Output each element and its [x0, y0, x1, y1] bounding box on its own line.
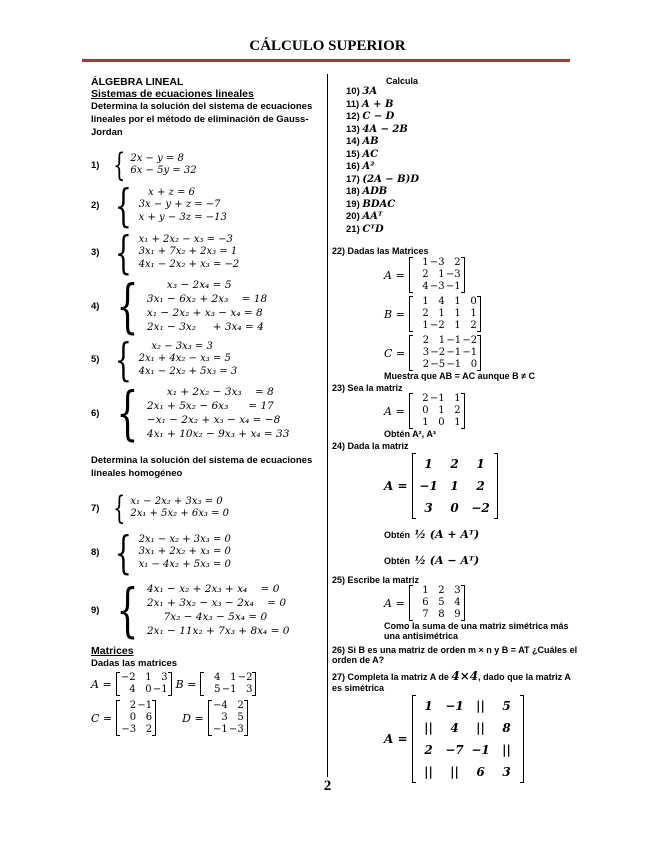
- problem-number: 11): [346, 98, 362, 110]
- operation-item-14: [346, 136, 582, 149]
- p24-get2-label: Obtén: [384, 556, 410, 566]
- p23-title: 23) Sea la matriz: [332, 383, 403, 393]
- matrix-row: [413, 609, 461, 621]
- equation: x₃ − 2x₄ = 5: [146, 279, 232, 291]
- instruction-2: Determina la solución del sistema de ecuaciones lineales homogéneo: [91, 455, 313, 479]
- problem-number: 9): [91, 604, 100, 616]
- matrix-cell: −1: [212, 724, 228, 735]
- matrix-cell: 1: [422, 296, 429, 307]
- system-1: [91, 146, 319, 184]
- system-3: [91, 226, 319, 279]
- matrix-cell: 2: [476, 479, 485, 493]
- operation-expr: ADB: [362, 186, 388, 197]
- matrix-cell: −1: [419, 479, 438, 493]
- brace-icon: {: [114, 526, 132, 579]
- systems-list: [91, 146, 319, 447]
- matrix-cell: −1: [445, 699, 464, 713]
- system-2: [91, 179, 319, 232]
- matrix-cell: 8: [438, 609, 445, 620]
- problem-number: 20): [346, 211, 363, 222]
- matrix-cell: −3: [429, 281, 445, 292]
- problem-number: 7): [91, 502, 100, 514]
- matrix-row: [413, 257, 461, 269]
- p27-a-label: A =: [384, 732, 408, 746]
- equation: 3x₁ − 6x₂ + 2x₃ = 18: [146, 293, 268, 305]
- matrix-cell: −4: [212, 700, 228, 711]
- equation: x₁ − 2x₂ + x₃ − x₄ = 8: [146, 307, 263, 319]
- brace-icon: {: [114, 226, 132, 279]
- equation: 3x₁ + 2x₂ + x₃ = 0: [138, 546, 231, 558]
- matrix-row: [413, 320, 477, 332]
- equation: x₁ − 4x₂ + 5x₃ = 0: [138, 558, 231, 570]
- matrix-cell: 1: [422, 585, 429, 596]
- matrix-cell: 2: [145, 724, 153, 735]
- matrix-cell: 2: [422, 269, 429, 280]
- brace-icon: {: [116, 379, 139, 447]
- matrix-cell: −2: [471, 501, 490, 515]
- operation-expr: C − D: [362, 111, 395, 122]
- equation: x₂ − 3x₃ = 3: [138, 340, 213, 352]
- matrix-cell: 2: [422, 393, 429, 404]
- p23-a-label: A =: [384, 404, 405, 418]
- matrix-cell: −7: [445, 743, 464, 757]
- matrix-b-label: B =: [175, 677, 197, 691]
- matrix-row: [416, 497, 494, 519]
- p26-text: 26) Si B es una matriz de orden m × n y B = AT ¿Cuáles el orden de A?: [332, 645, 578, 665]
- operation-item-20: [346, 211, 582, 224]
- matrix-cell: ||: [424, 765, 433, 779]
- matrix-row: [120, 672, 168, 684]
- equation: 2x₁ − 11x₂ + 7x₃ + 8x₄ = 0: [146, 625, 290, 637]
- problem-number: 21): [346, 223, 363, 235]
- matrix-cell: −3: [228, 724, 244, 735]
- problem-number: 14): [346, 136, 363, 147]
- matrix-cell: ||: [476, 699, 485, 713]
- matrix-cell: 1: [424, 457, 433, 471]
- problem-number: 1): [91, 159, 100, 171]
- matrix-row: [204, 684, 252, 696]
- p22-a-label: A =: [384, 268, 405, 282]
- homogeneous-list: [91, 489, 319, 644]
- matrix-cell: 3: [422, 347, 430, 358]
- p27-size: 4×4: [451, 669, 479, 683]
- p24-title: 24) Dada la matriz: [332, 441, 409, 451]
- operation-item-17: [346, 174, 582, 187]
- p22-c-label: C =: [384, 346, 406, 360]
- matrix-row: [120, 700, 152, 712]
- problem-number: 17): [346, 173, 363, 185]
- matrix-cell: ||: [476, 721, 485, 735]
- operation-item-11: [346, 99, 582, 112]
- matrix-row: [204, 672, 252, 684]
- matrix-cell: −1: [471, 743, 490, 757]
- equation: 4x₁ − 2x₂ + x₃ = −2: [138, 258, 240, 270]
- matrix-cell: −1: [446, 335, 462, 346]
- operation-expr: AB: [362, 136, 379, 147]
- matrix-cell: 5: [237, 712, 244, 723]
- equation: 2x₁ − x₂ + 3x₃ = 0: [138, 533, 231, 545]
- matrix-cell: 4: [214, 672, 221, 683]
- problem-number: 4): [91, 300, 100, 312]
- matrix-cell: 1: [454, 393, 461, 404]
- p24-get2-expr: ½ (A − Aᵀ): [414, 554, 480, 567]
- matrix-cell: 7: [422, 609, 429, 620]
- matrix-cell: 1: [438, 269, 445, 280]
- brace-icon: {: [114, 179, 132, 232]
- matrix-cell: 1: [470, 308, 477, 319]
- matrix-cell: 2: [454, 257, 461, 268]
- matrices-row-ab: [91, 672, 319, 696]
- matrix-row: [212, 700, 244, 712]
- operation-expr: (2A − B)D: [362, 173, 420, 185]
- homog-system-2: [91, 526, 319, 579]
- matrix-cell: 1: [438, 405, 445, 416]
- matrix-cell: 1: [454, 296, 461, 307]
- matrix-row: [413, 393, 461, 405]
- matrix-cell: 1: [476, 457, 485, 471]
- matrix-d: [208, 700, 248, 736]
- brace-icon: {: [116, 272, 139, 340]
- matrix-cell: −1: [152, 684, 168, 695]
- matrix-cell: 3: [246, 684, 253, 695]
- problem-number: 19): [346, 198, 363, 210]
- matrix-row: [416, 475, 494, 497]
- matrix-cell: 1: [454, 308, 461, 319]
- problem-number: 2): [91, 200, 100, 211]
- p25-block: [332, 585, 582, 641]
- p23-block: [332, 393, 582, 439]
- matrix-cell: −1: [137, 700, 153, 711]
- brace-icon: {: [113, 146, 126, 184]
- matrix-cell: 2: [422, 335, 430, 346]
- p25-matrix-a: [409, 585, 465, 621]
- p24-block: [332, 453, 582, 569]
- matrix-cell: −3: [445, 269, 461, 280]
- matrix-cell: 5: [438, 597, 445, 608]
- left-column: [91, 76, 319, 736]
- operation-expr: A²: [362, 161, 375, 172]
- operation-expr: CᵀD: [362, 223, 384, 235]
- matrix-cell: 3: [424, 501, 433, 515]
- operation-expr: BDAC: [362, 198, 396, 210]
- matrix-cell: −2: [462, 335, 478, 346]
- operation-expr: AAᵀ: [362, 211, 383, 222]
- matrix-d-label: D =: [182, 711, 204, 725]
- matrix-row: [120, 684, 168, 696]
- matrix-cell: −2: [430, 320, 445, 331]
- operation-item-12: [346, 111, 582, 124]
- matrix-cell: 6: [422, 597, 429, 608]
- problem-number: 16): [346, 161, 363, 172]
- matrix-cell: −1: [446, 359, 462, 370]
- matrix-cell: 4: [422, 281, 429, 292]
- equation: 2x₁ + 4x₂ − x₃ = 5: [138, 353, 231, 365]
- equation: x + y − 3z = −13: [138, 211, 227, 223]
- matrix-row: [212, 712, 244, 724]
- matrix-cell: 2: [438, 585, 445, 596]
- matrix-cell: 3: [221, 712, 228, 723]
- matrix-cell: 1: [422, 417, 429, 428]
- matrix-cell: −1: [221, 684, 237, 695]
- matrix-row: [413, 597, 461, 609]
- matrix-cell: 1: [145, 672, 152, 683]
- matrix-row: [416, 739, 520, 761]
- p22-b-label: B =: [384, 307, 405, 321]
- equation: 2x₁ + 5x₂ + 6x₃ = 0: [130, 508, 229, 519]
- homog-system-1: [91, 489, 319, 527]
- equation: 4x₁ + 10x₂ − 9x₃ + x₄ = 33: [146, 428, 290, 440]
- p25-title: 25) Escribe la matriz: [332, 575, 420, 585]
- brace-icon: {: [113, 489, 126, 527]
- section-title: ÁLGEBRA LINEAL: [91, 76, 184, 88]
- matrix-cell: 2: [424, 743, 433, 757]
- p24-get1: [384, 525, 582, 543]
- matrix-cell: −1: [429, 393, 445, 404]
- matrix-cell: 0: [129, 712, 137, 723]
- problem-number: 5): [91, 354, 100, 365]
- equation: 2x₁ + 5x₂ − 6x₃ = 17: [146, 400, 274, 412]
- p22-matrix-a: [409, 257, 465, 293]
- problem-number: 15): [346, 148, 363, 160]
- matrix-cell: 1: [454, 320, 461, 331]
- instruction-1: Determina la solución del sistema de ecuaciones lineales por el método de eliminación de Gauss-Jordan: [91, 101, 313, 138]
- equation: 7x₂ − 4x₃ − 5x₄ = 0: [146, 611, 268, 623]
- problem-number: 10): [346, 86, 363, 97]
- p25-text: Como la suma de una matriz simétrica más una antisimétrica: [384, 621, 569, 641]
- p22-show: Muestra que AB = AC aunque B ≠ C: [384, 371, 536, 381]
- p24-get2: [384, 551, 582, 569]
- matrix-cell: 4: [450, 721, 459, 735]
- equation: 2x₁ + 3x₂ − x₃ − 2x₄ = 0: [146, 597, 287, 609]
- p24-get1-expr: ½ (A + Aᵀ): [414, 528, 480, 541]
- matrix-cell: 2: [422, 359, 430, 370]
- matrix-row: [120, 712, 152, 724]
- p22-title: 22) Dadas las Matrices: [332, 246, 429, 256]
- matrix-cell: 3: [161, 672, 168, 683]
- p24-a-label: A =: [384, 479, 408, 493]
- matrix-cell: 1: [454, 417, 461, 428]
- homog-system-3: [91, 576, 319, 644]
- matrix-b: [200, 672, 256, 696]
- matrix-cell: 1: [422, 257, 429, 268]
- subsection-title: Sistemas de ecuaciones lineales: [91, 88, 254, 100]
- matrix-cell: 1: [438, 308, 445, 319]
- operation-expr: A + B: [361, 98, 394, 110]
- matrix-cell: 2: [470, 320, 477, 331]
- matrix-row: [413, 335, 477, 347]
- matrix-row: [413, 347, 477, 359]
- column-divider: [327, 74, 328, 777]
- matrix-cell: 3: [502, 765, 511, 779]
- p27-matrix-a: [412, 695, 524, 783]
- matrices-row-cd: [91, 700, 319, 736]
- matrix-row: [413, 359, 477, 371]
- operation-item-19: [346, 199, 582, 212]
- equation: 3x − y + z = −7: [138, 199, 221, 211]
- p25-a-label: A =: [384, 596, 405, 610]
- equation: 3x₁ + 7x₂ + 2x₃ = 1: [138, 246, 238, 258]
- matrix-row: [416, 453, 494, 475]
- matrix-cell: 6: [145, 712, 153, 723]
- operation-item-10: [346, 86, 582, 99]
- matrix-a-label: A =: [91, 677, 112, 691]
- matrix-cell: 6: [476, 765, 485, 779]
- matrix-cell: 4: [129, 684, 136, 695]
- right-column: [332, 76, 582, 783]
- matrix-cell: 5: [214, 684, 221, 695]
- matrix-row: [212, 724, 244, 736]
- matrix-cell: 1: [422, 320, 429, 331]
- matrix-cell: −5: [430, 359, 446, 370]
- equation: x₁ + 2x₂ − x₃ = −3: [138, 233, 233, 245]
- matrix-cell: 4: [454, 597, 461, 608]
- matrix-cell: 0: [145, 684, 152, 695]
- p24-get1-label: Obtén: [384, 530, 410, 540]
- operation-item-16: [346, 161, 582, 174]
- p22-matrices: [332, 257, 582, 381]
- matrix-row: [413, 281, 461, 293]
- matrix-c: [116, 700, 156, 736]
- matrix-row: [413, 417, 461, 429]
- operations-list: [332, 86, 582, 236]
- matrix-cell: 9: [454, 609, 461, 620]
- matrix-cell: 0: [422, 405, 429, 416]
- equation: 2x − y = 8: [130, 152, 184, 164]
- operation-item-18: [346, 186, 582, 199]
- operation-expr: 3A: [362, 86, 378, 97]
- matrix-cell: 2: [237, 700, 244, 711]
- equation: x₁ + 2x₂ − 3x₃ = 8: [146, 386, 274, 398]
- operation-item-21: [346, 224, 582, 237]
- matrix-row: [413, 405, 461, 417]
- p22-matrix-c: [409, 335, 481, 371]
- equation: x₁ − 2x₂ + 3x₃ = 0: [130, 495, 223, 507]
- brace-icon: {: [116, 576, 139, 644]
- matrix-cell: 1: [424, 699, 433, 713]
- p23-get: Obtén A², A³: [384, 429, 436, 439]
- matrix-cell: −2: [237, 672, 253, 683]
- matrix-cell: −3: [429, 257, 445, 268]
- equation: −x₁ − 2x₂ + x₃ − x₄ = −8: [146, 414, 281, 426]
- operation-item-13: [346, 124, 582, 137]
- p23-matrix-a: [409, 393, 465, 429]
- p27-block: [332, 695, 582, 783]
- matrix-c-label: C =: [91, 711, 113, 725]
- matrix-cell: 4: [438, 296, 445, 307]
- p27-text-a: 27) Completa la matriz A de: [332, 672, 449, 682]
- problem-number: 12): [346, 111, 363, 122]
- system-6: [91, 379, 319, 447]
- equation: 2x₁ − 3x₂ + 3x₄ = 4: [146, 321, 264, 333]
- matrices-title: Matrices: [91, 645, 134, 657]
- matrices-intro: Dadas las matrices: [91, 658, 178, 669]
- operation-expr: AC: [362, 148, 379, 160]
- calcula-label: Calcula: [386, 76, 419, 86]
- matrix-cell: −1: [445, 281, 461, 292]
- equation: 4x₁ − x₂ + 2x₃ + x₄ = 0: [146, 583, 280, 595]
- matrix-row: [413, 296, 477, 308]
- problem-number: 8): [91, 547, 100, 558]
- matrix-cell: 0: [470, 296, 477, 307]
- matrix-cell: 0: [438, 417, 445, 428]
- matrix-cell: 1: [230, 672, 237, 683]
- problem-number: 3): [91, 247, 100, 258]
- matrix-cell: ||: [424, 721, 433, 735]
- p22-matrix-b: [409, 296, 481, 332]
- matrix-cell: −1: [462, 347, 478, 358]
- matrix-cell: 1: [438, 335, 446, 346]
- page-header: CÁLCULO SUPERIOR: [249, 38, 406, 54]
- p27-text-b: , dado que la matriz A es simétrica: [332, 672, 571, 693]
- page-number: 2: [323, 778, 332, 794]
- matrix-cell: 0: [470, 359, 478, 370]
- header-rule: [82, 59, 570, 62]
- p24-matrix-a: [412, 453, 498, 519]
- matrix-row: [413, 585, 461, 597]
- equation: 6x − 5y = 32: [130, 165, 197, 176]
- matrix-cell: 3: [454, 585, 461, 596]
- brace-icon: {: [114, 333, 132, 386]
- equation: x + z = 6: [138, 186, 195, 198]
- matrix-cell: −2: [120, 672, 136, 683]
- operation-item-15: [346, 149, 582, 162]
- problem-number: 18): [346, 186, 363, 197]
- matrix-cell: ||: [502, 743, 511, 757]
- equation: 4x₁ − 2x₂ + 5x₃ = 3: [138, 365, 238, 377]
- matrix-cell: −3: [121, 724, 137, 735]
- system-5: [91, 333, 319, 386]
- matrix-cell: −2: [430, 347, 446, 358]
- matrix-cell: 2: [129, 700, 137, 711]
- matrix-cell: 0: [450, 501, 459, 515]
- matrix-row: [413, 308, 477, 320]
- matrix-cell: 2: [450, 457, 459, 471]
- matrix-cell: ||: [450, 765, 459, 779]
- matrix-cell: 5: [502, 699, 511, 713]
- matrix-cell: 8: [502, 721, 511, 735]
- matrix-cell: −1: [446, 347, 462, 358]
- system-4: [91, 272, 319, 340]
- operation-expr: 4A − 2B: [362, 123, 408, 135]
- matrix-cell: 1: [450, 479, 459, 493]
- matrix-a: [116, 672, 172, 696]
- problem-number: 6): [91, 407, 100, 419]
- matrix-row: [416, 695, 520, 717]
- p27-text: [332, 669, 582, 693]
- matrix-row: [413, 269, 461, 281]
- matrix-cell: 2: [454, 405, 461, 416]
- matrix-row: [416, 717, 520, 739]
- matrix-row: [120, 724, 152, 736]
- problem-number: 13): [346, 123, 363, 135]
- matrix-cell: 2: [422, 308, 429, 319]
